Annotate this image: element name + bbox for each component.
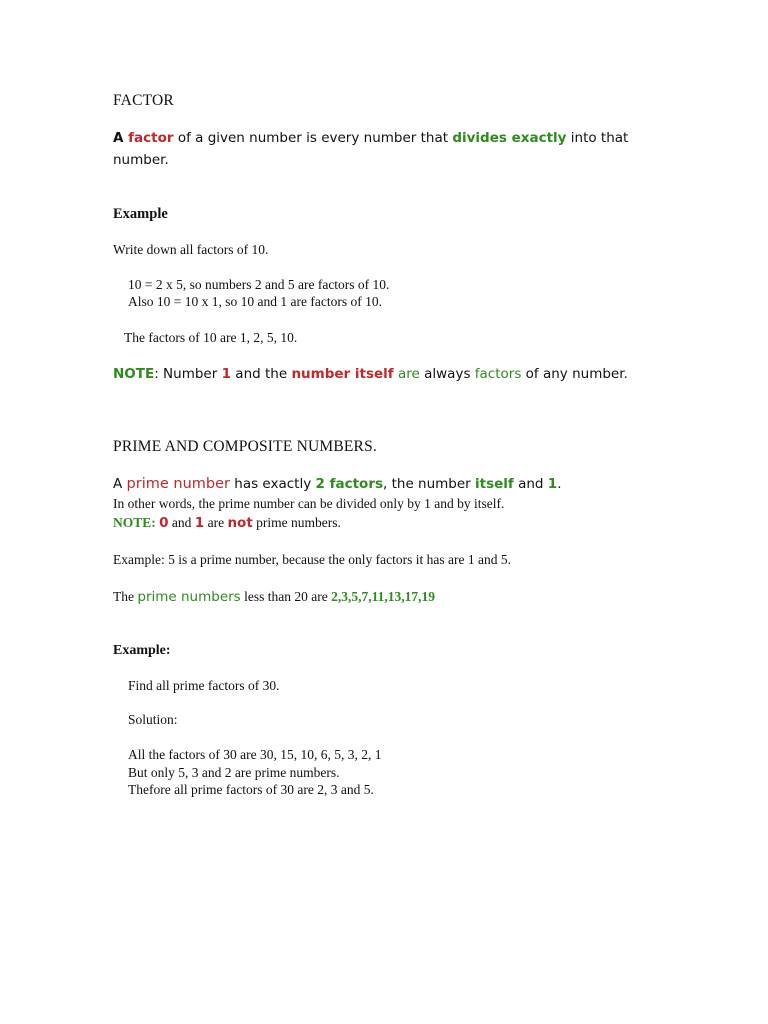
example-step-1: 10 = 2 x 5, so numbers 2 and 5 are factors of 10. [128, 277, 390, 292]
definition-tail: into that [566, 130, 629, 146]
example-step-2: Also 10 = 10 x 1, so 10 and 1 are factors of 10. [128, 294, 382, 309]
example2-prompt: Find all prime factors of 30. [128, 678, 280, 693]
example2-heading: Example: [113, 643, 171, 658]
note-text: : Number [154, 366, 222, 382]
prime-def-text: has exactly [229, 476, 316, 492]
section-heading-prime-composite: PRIME AND COMPOSITE NUMBERS. [113, 438, 377, 455]
term-prime-numbers: prime numbers [137, 589, 241, 605]
example-result: The factors of 10 are 1, 2, 5, 10. [124, 330, 298, 345]
factor-definition [113, 130, 628, 146]
example2-step-3: Thefore all prime factors of 30 are 2, 3 and 5. [128, 782, 374, 797]
example2-step-2: But only 5, 3 and 2 are prime numbers. [128, 765, 340, 780]
definition-article: A [113, 130, 129, 146]
prime-def-and: and [513, 476, 548, 492]
note-prime-tail: prime numbers. [252, 515, 341, 530]
note-not: not [227, 515, 253, 531]
factor-definition-line2: number. [113, 152, 169, 168]
note-label: NOTE [113, 366, 155, 382]
note-are: are [397, 366, 420, 382]
definition-text: of a given number is every number that [173, 130, 453, 146]
example-prompt: Write down all factors of 10. [113, 242, 269, 257]
note-tail: of any number. [521, 366, 628, 382]
term-itself: itself [475, 476, 514, 492]
note-prime-one: 1 [194, 515, 205, 531]
prime-def-period: . [557, 476, 562, 492]
note-number-itself: number itself [291, 366, 394, 382]
term-divides-exactly: divides exactly [452, 130, 567, 146]
prime-definition [113, 476, 562, 492]
note-zero: 0 [159, 515, 169, 531]
note-factors-term: factors [474, 366, 522, 382]
primes-the: The [113, 589, 138, 604]
example-heading: Example [113, 206, 168, 222]
prime-example-line: Example: 5 is a prime number, because the only factors it has are 1 and 5. [113, 552, 511, 567]
term-one: 1 [547, 476, 558, 492]
note-prime-are: are [204, 515, 228, 530]
primes-list: 2,3,5,7,11,13,17,19 [331, 589, 435, 604]
term-two-factors: 2 factors [315, 476, 384, 492]
note-factors [113, 366, 628, 382]
section-heading-factor: FACTOR [113, 92, 174, 109]
term-prime-number: prime number [126, 476, 230, 492]
term-factor: factor [128, 130, 174, 146]
note-number-one: 1 [221, 366, 231, 382]
note-prime [113, 515, 341, 531]
note-prime-label: NOTE: [113, 515, 156, 530]
prime-other-words: In other words, the prime number can be divided only by 1 and by itself. [113, 496, 505, 511]
example2-step-1: All the factors of 30 are 30, 15, 10, 6, 5, 3, 2, 1 [128, 747, 382, 762]
prime-def-article: A [113, 476, 127, 492]
note-text-and: and the [231, 366, 292, 382]
primes-under-20 [113, 589, 435, 605]
primes-mid: less than 20 are [240, 589, 332, 604]
note-always: always [419, 366, 475, 382]
prime-def-text2: , the number [383, 476, 476, 492]
example2-solution-label: Solution: [128, 712, 178, 727]
note-prime-and: and [168, 515, 195, 530]
